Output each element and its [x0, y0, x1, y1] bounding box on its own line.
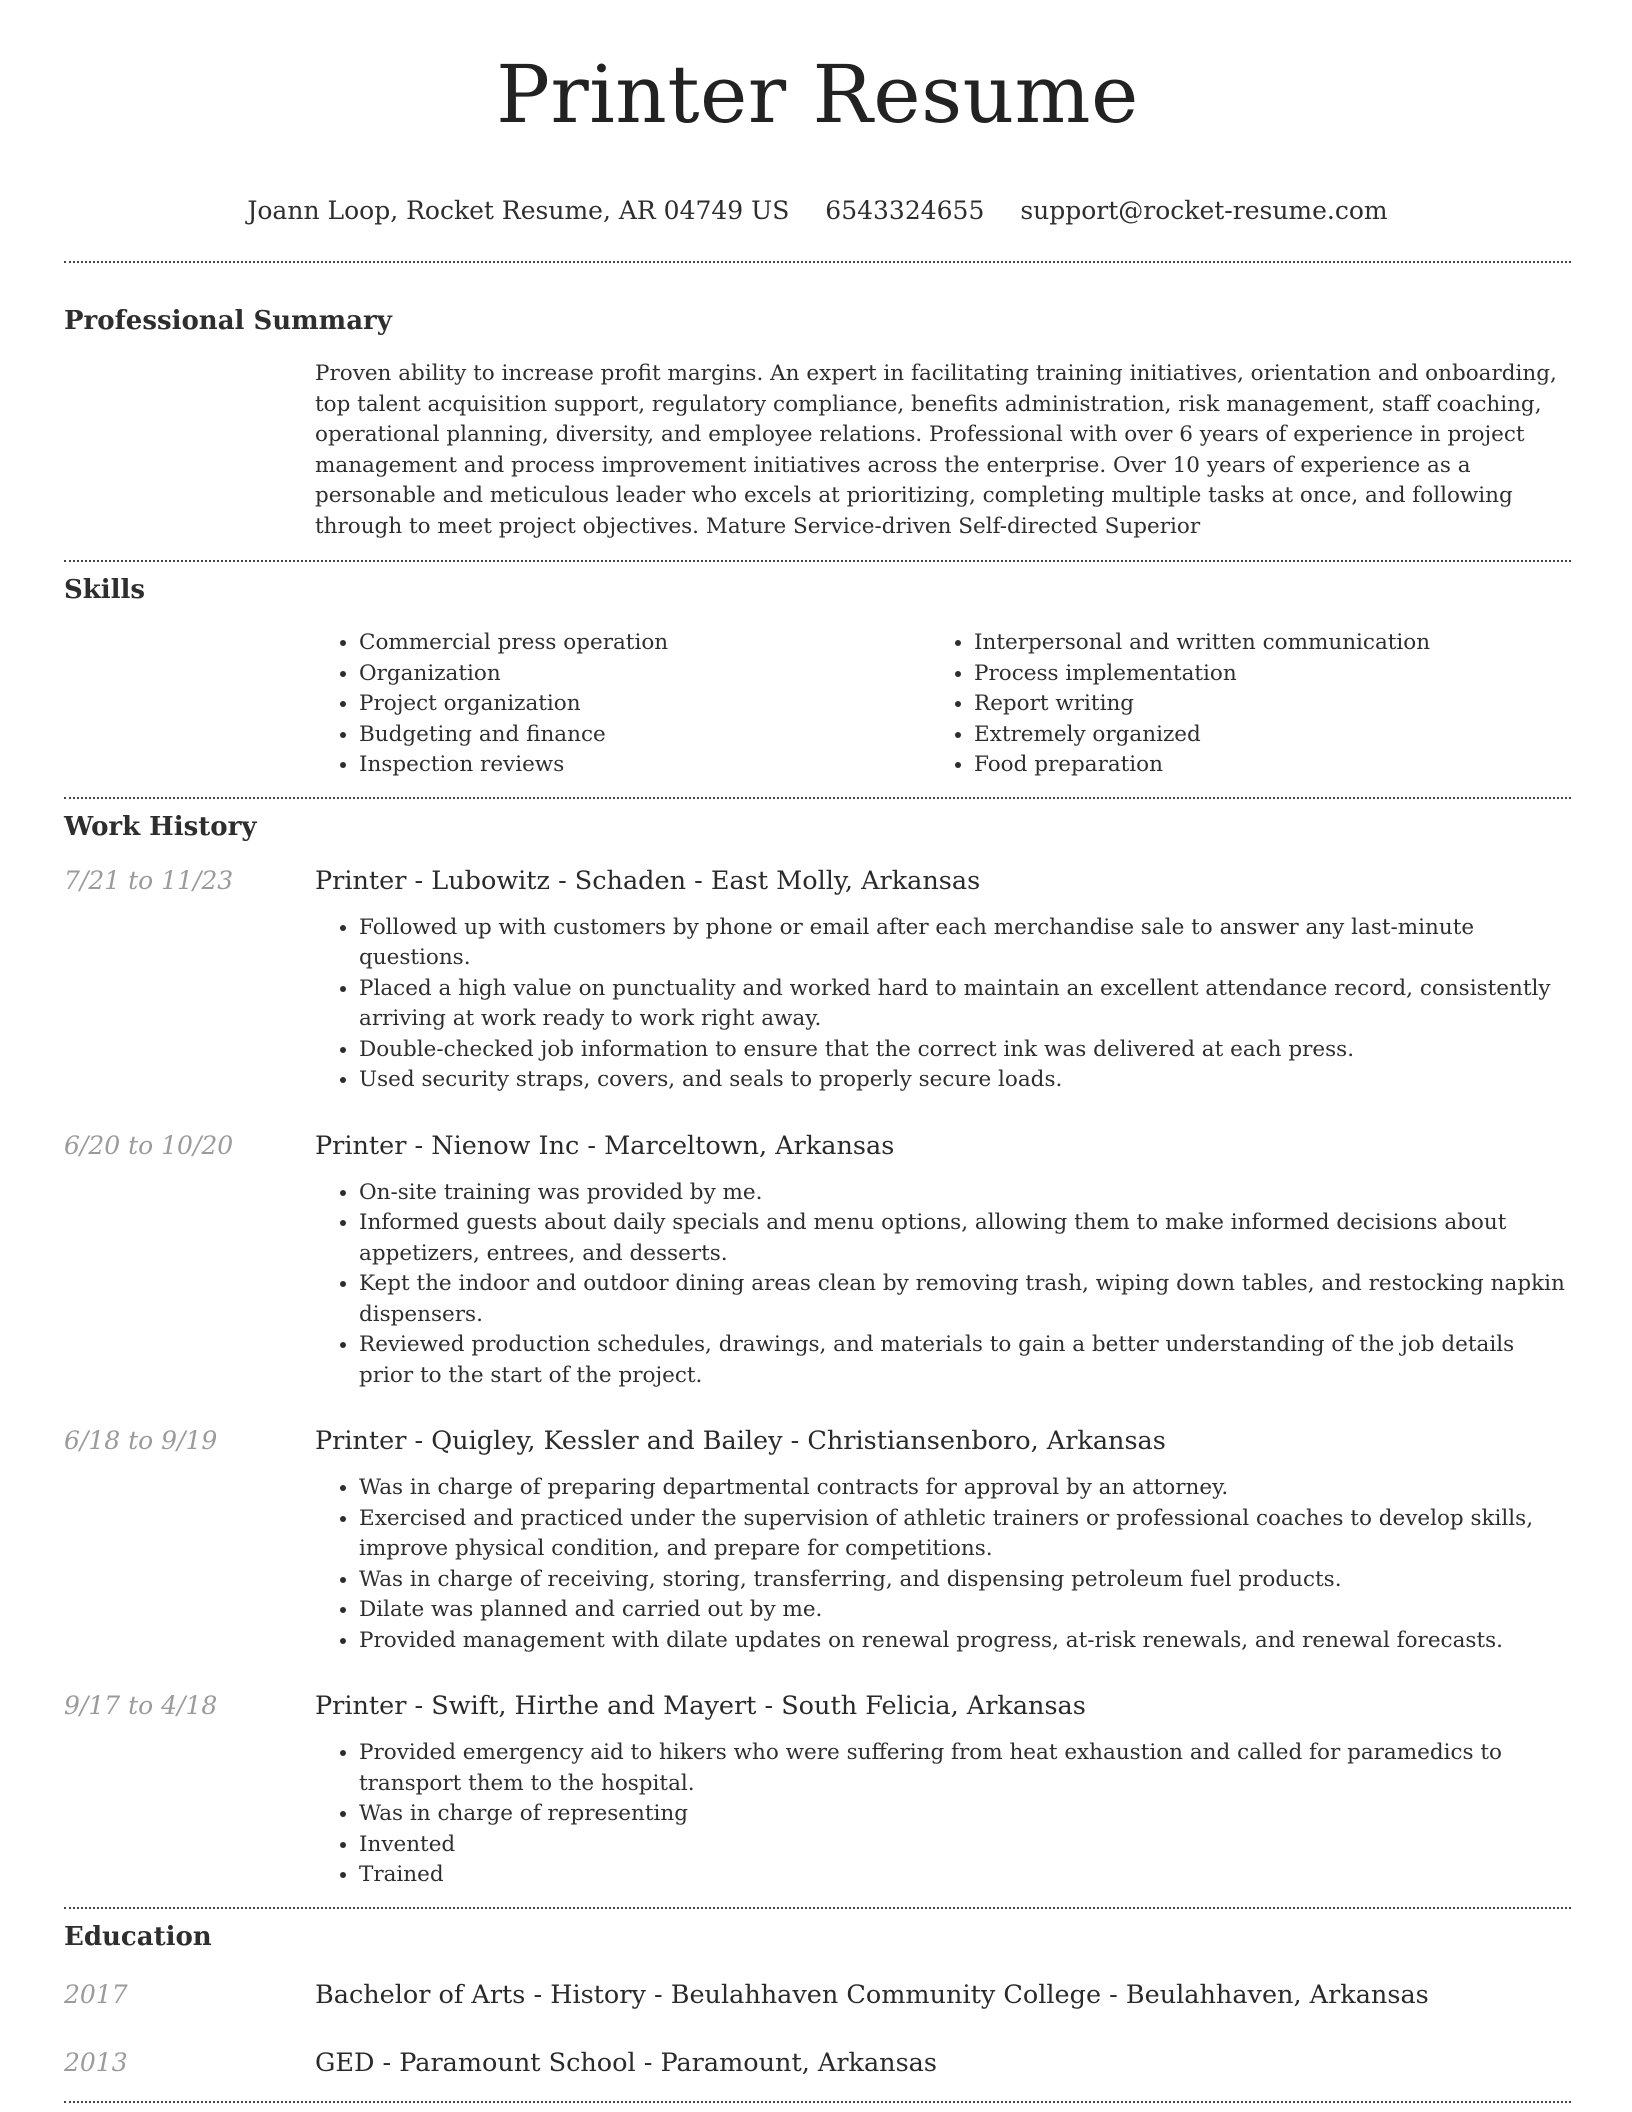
job-bullet: • Was in charge of representing — [359, 1799, 1571, 1830]
job-header — [64, 865, 1571, 897]
section-title-education: Education — [64, 1921, 212, 1952]
education-entry — [64, 2047, 1571, 2079]
job-header — [64, 1130, 1571, 1162]
section-title-skills: Skills — [64, 575, 146, 605]
job-bullets — [315, 1738, 1571, 1891]
skill-item: • Food preparation — [974, 750, 1545, 781]
education-year: 2017 — [64, 1979, 128, 2009]
job-dates: 6/20 to 10/20 — [64, 1130, 234, 1160]
skill-item: • Commercial press operation — [359, 628, 930, 659]
skills-list-right — [930, 628, 1545, 781]
job-bullet: • Provided emergency aid to hikers who were suffering from heat exhaustion and called for paramedics to transport them to the hospital. — [359, 1738, 1571, 1799]
skill-item: • Budgeting and finance — [359, 720, 930, 751]
divider — [64, 261, 1571, 263]
job-bullet: • Kept the indoor and outdoor dining areas clean by removing trash, wiping down tables, and restocking napkin dispensers. — [359, 1269, 1571, 1330]
skills-grid — [315, 628, 1571, 781]
skills-list-left — [315, 628, 930, 781]
job-entry — [64, 1690, 1571, 1891]
education-degree: GED - Paramount School - Paramount, Arkansas — [315, 2047, 937, 2078]
job-bullet: • Trained — [359, 1860, 1571, 1891]
skill-item: • Organization — [359, 659, 930, 690]
contact-email: support@rocket-resume.com — [1020, 196, 1388, 225]
job-dates: 7/21 to 11/23 — [64, 865, 234, 895]
education-degree: Bachelor of Arts - History - Beulahhaven Community College - Beulahhaven, Arkansas — [315, 1979, 1429, 2010]
job-bullet: • Used security straps, covers, and seals to properly secure loads. — [359, 1065, 1571, 1096]
job-bullets — [315, 913, 1571, 1096]
skill-item: • Extremely organized — [974, 720, 1545, 751]
job-bullet: • Invented — [359, 1830, 1571, 1861]
job-bullet: • Exercised and practiced under the supervision of athletic trainers or professional coaches to develop skills, improve physical condition, and prepare for competitions. — [359, 1504, 1571, 1565]
job-header — [64, 1425, 1571, 1457]
divider — [64, 797, 1571, 799]
job-header — [64, 1690, 1571, 1722]
page-title: Printer Resume — [496, 48, 1139, 141]
job-bullet: • Was in charge of preparing departmental contracts for approval by an attorney. — [359, 1473, 1571, 1504]
job-bullets — [315, 1473, 1571, 1656]
job-title: Printer - Swift, Hirthe and Mayert - South Felicia, Arkansas — [315, 1691, 1086, 1721]
skill-item: • Process implementation — [974, 659, 1545, 690]
job-bullet: • Followed up with customers by phone or email after each merchandise sale to answer any last-minute questions. — [359, 913, 1571, 974]
contact-phone: 6543324655 — [825, 196, 985, 225]
job-title: Printer - Lubowitz - Schaden - East Molly, Arkansas — [315, 865, 981, 896]
job-dates: 6/18 to 9/19 — [64, 1426, 218, 1455]
summary-text: Proven ability to increase profit margins. An expert in facilitating training initiatives, orientation and onboarding, top talent acquisition support, regulatory compliance, benefits administration, risk management, staff coaching, operational planning, diversity, and employee relations. Professional with over 6 years of experience in project management and process improvement initiatives across the enterprise. Over 10 years of experience as a personable and meticulous leader who excels at prioritizing, completing multiple tasks at once, and following through to meet project objectives. Mature Service-driven Self-directed Superior — [315, 361, 1557, 539]
job-bullet: • Double-checked job information to ensure that the correct ink was delivered at each press. — [359, 1035, 1571, 1066]
job-bullet: • Placed a high value on punctuality and worked hard to maintain an excellent attendance record, consistently arriving at work ready to work right away. — [359, 974, 1571, 1035]
education-year: 2013 — [64, 2047, 128, 2077]
job-entry — [64, 1130, 1571, 1392]
section-title-summary: Professional Summary — [64, 306, 392, 336]
divider — [64, 560, 1571, 562]
section-title-work: Work History — [64, 811, 257, 842]
contact-address: Joann Loop, Rocket Resume, AR 04749 US — [247, 196, 790, 225]
job-bullet: • Provided management with dilate updates on renewal progress, at-risk renewals, and renewal forecasts. — [359, 1626, 1571, 1657]
job-dates: 9/17 to 4/18 — [64, 1691, 218, 1720]
divider — [64, 1907, 1571, 1909]
job-bullet: • Was in charge of receiving, storing, transferring, and dispensing petroleum fuel products. — [359, 1565, 1571, 1596]
job-entry — [64, 865, 1571, 1096]
resume-page — [64, 0, 1571, 2103]
job-bullet: • Dilate was planned and carried out by me. — [359, 1595, 1571, 1626]
skill-item: • Interpersonal and written communication — [974, 628, 1545, 659]
divider — [64, 2101, 1571, 2103]
job-title: Printer - Nienow Inc - Marceltown, Arkansas — [315, 1130, 895, 1161]
skill-item: • Inspection reviews — [359, 750, 930, 781]
skill-item: • Project organization — [359, 689, 930, 720]
skill-item: • Report writing — [974, 689, 1545, 720]
job-bullet: • Informed guests about daily specials and menu options, allowing them to make informed decisions about appetizers, entrees, and desserts. — [359, 1208, 1571, 1269]
job-title: Printer - Quigley, Kessler and Bailey - Christiansenboro, Arkansas — [315, 1426, 1166, 1456]
job-entry — [64, 1425, 1571, 1656]
contact-line — [64, 196, 1571, 226]
education-entry — [64, 1979, 1571, 2011]
job-bullets — [315, 1178, 1571, 1392]
job-bullet: • On-site training was provided by me. — [359, 1178, 1571, 1209]
job-bullet: • Reviewed production schedules, drawings, and materials to gain a better understanding of the job details prior to the start of the project. — [359, 1330, 1571, 1391]
